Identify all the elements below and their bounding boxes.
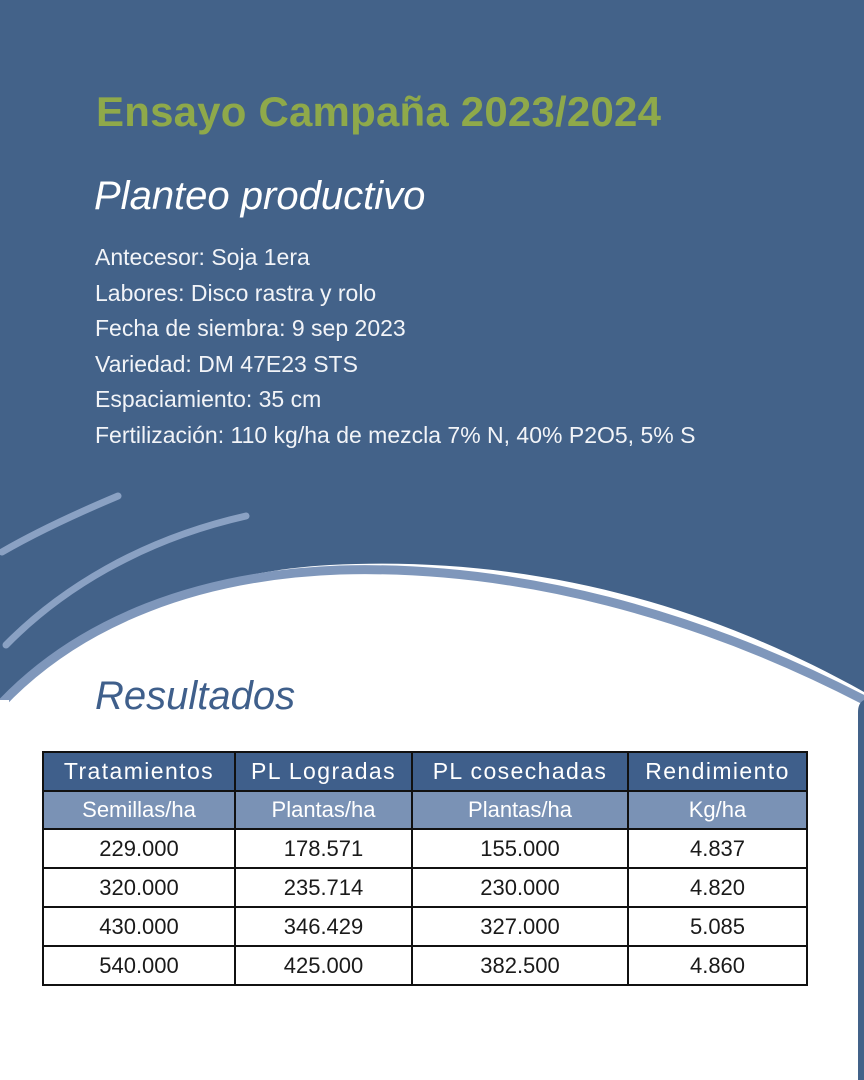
table-cell: 4.837 — [628, 829, 807, 868]
section-subtitle: Planteo productivo — [94, 174, 426, 218]
results-title: Resultados — [95, 674, 296, 718]
results-table — [42, 751, 808, 986]
table-cell: 327.000 — [412, 907, 628, 946]
side-rail-right — [858, 700, 864, 1080]
table-units-row — [43, 791, 807, 829]
table-header-row — [43, 752, 807, 791]
column-header: PL Logradas — [235, 752, 412, 791]
column-header: Rendimiento — [628, 752, 807, 791]
table-cell: 382.500 — [412, 946, 628, 985]
column-header: Tratamientos — [43, 752, 235, 791]
table-cell: 540.000 — [43, 946, 235, 985]
detail-fertilizacion: Fertilización: 110 kg/ha de mezcla 7% N, 40% P2O5, 5% S — [95, 421, 696, 448]
table-cell: 178.571 — [235, 829, 412, 868]
table-row — [43, 907, 807, 946]
column-header: PL cosechadas — [412, 752, 628, 791]
detail-variedad: Variedad: DM 47E23 STS — [95, 350, 358, 377]
detail-espaciamiento: Espaciamiento: 35 cm — [95, 386, 322, 413]
column-unit: Kg/ha — [628, 791, 807, 829]
table-row — [43, 946, 807, 985]
table-cell: 230.000 — [412, 868, 628, 907]
detail-antecesor: Antecesor: Soja 1era — [95, 244, 310, 270]
table-cell: 320.000 — [43, 868, 235, 907]
table-cell: 5.085 — [628, 907, 807, 946]
table-cell: 155.000 — [412, 829, 628, 868]
table-row — [43, 868, 807, 907]
column-unit: Semillas/ha — [43, 791, 235, 829]
side-rail-left — [0, 710, 6, 1080]
details-list — [95, 240, 695, 454]
table-cell: 425.000 — [235, 946, 412, 985]
table-cell: 229.000 — [43, 829, 235, 868]
table-cell: 4.820 — [628, 868, 807, 907]
detail-labores: Labores: Disco rastra y rolo — [95, 279, 377, 306]
table-cell: 346.429 — [235, 907, 412, 946]
table-row — [43, 829, 807, 868]
column-unit: Plantas/ha — [412, 791, 628, 829]
page-title: Ensayo Campaña 2023/2024 — [96, 88, 662, 135]
table-cell: 4.860 — [628, 946, 807, 985]
column-unit: Plantas/ha — [235, 791, 412, 829]
detail-fecha-siembra: Fecha de siembra: 9 sep 2023 — [95, 315, 406, 342]
table-cell: 235.714 — [235, 868, 412, 907]
table-cell: 430.000 — [43, 907, 235, 946]
